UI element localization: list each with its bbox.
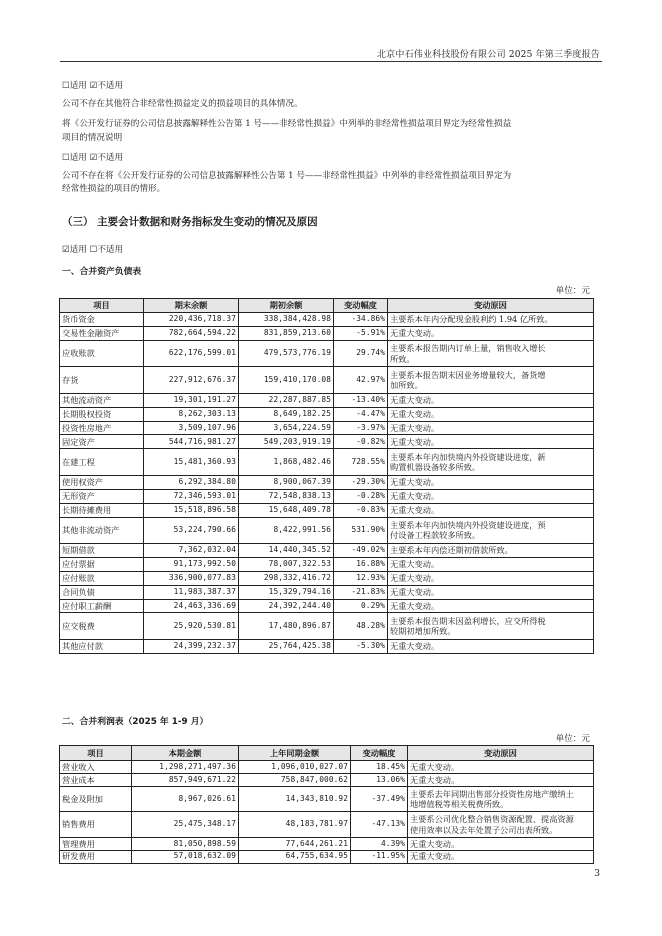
table-row (60, 367, 594, 394)
row-prior-amount: 831,859,213.60 (239, 326, 334, 340)
table-row (60, 837, 594, 850)
table-row (60, 786, 594, 812)
table-row (60, 585, 594, 599)
row-item: 投资性房地产 (60, 421, 144, 435)
reason-line: 无重大变动。 (390, 436, 440, 447)
table-row (60, 557, 594, 571)
row-current-amount: 782,664,594.22 (144, 326, 239, 340)
row-reason (388, 557, 594, 571)
row-change-rate: 531.90% (334, 517, 388, 544)
reason-line: 无重大变动。 (390, 573, 440, 584)
row-item: 其他应付款 (60, 639, 144, 653)
row-item: 其他非流动资产 (60, 517, 144, 544)
row-prior-amount: 1,096,010,027.07 (239, 761, 351, 774)
row-item: 合同负债 (60, 585, 144, 599)
row-change-rate: -11.95% (351, 850, 408, 863)
reason-line: 无重大变动。 (410, 774, 460, 785)
row-reason (388, 503, 594, 517)
table-row (60, 850, 594, 863)
row-item: 营业成本 (60, 773, 132, 786)
row-current-amount: 25,475,348.17 (132, 812, 239, 838)
row-current-amount: 336,900,077.83 (144, 571, 239, 585)
reason-line: 无重大变动。 (410, 851, 460, 862)
row-prior-amount: 15,648,409.78 (239, 503, 334, 517)
balance-sheet-title: 一、合并资产负债表 (62, 267, 142, 277)
row-change-rate: -5.91% (334, 326, 388, 340)
row-reason (388, 407, 594, 421)
row-reason (408, 837, 594, 850)
reason-line: 无重大变动。 (390, 641, 440, 652)
row-prior-amount: 22,287,887.85 (239, 393, 334, 407)
paragraph-line: 项目的情况说明 (62, 133, 123, 143)
table-row (60, 544, 594, 558)
row-prior-amount: 72,548,838.13 (239, 489, 334, 503)
row-current-amount: 7,362,032.04 (144, 544, 239, 558)
reason-line: 购置机器设备较多所致。 (390, 462, 481, 473)
row-item: 税金及附加 (60, 786, 132, 812)
row-reason (408, 761, 594, 774)
paragraph-line: 公司不存在将《公开发行证券的公司信息披露解释性公告第 1 号——非经常性损益》中列举的非经常性损益项目界定为 (62, 171, 512, 181)
row-prior-amount: 25,764,425.38 (239, 639, 334, 653)
row-reason (388, 449, 594, 476)
reason-line: 无重大变动。 (390, 600, 440, 611)
reason-line: 无重大变动。 (390, 559, 440, 570)
row-current-amount: 3,509,107.96 (144, 421, 239, 435)
row-reason (388, 475, 594, 489)
row-current-amount: 15,481,360.93 (144, 449, 239, 476)
row-current-amount: 857,949,671.22 (132, 773, 239, 786)
paragraph-line: 将《公开发行证券的公司信息披露解释性公告第 1 号——非经常性损益》中列举的非经常性损益项目界定为经常性损益 (62, 119, 512, 129)
row-change-rate: -34.86% (334, 313, 388, 327)
table-row (60, 503, 594, 517)
reason-line: 无重大变动。 (390, 408, 440, 419)
reason-line: 主要系本报告期末因业务增量较大，备货增 (390, 369, 546, 380)
row-reason (388, 639, 594, 653)
row-change-rate: 0.29% (334, 599, 388, 613)
row-prior-amount: 64,755,634.95 (239, 850, 351, 863)
row-current-amount: 11,983,387.37 (144, 585, 239, 599)
row-item: 交易性金融资产 (60, 326, 144, 340)
income-statement-table (59, 745, 594, 864)
row-current-amount: 1,298,271,497.36 (132, 761, 239, 774)
col-header: 变动幅度 (334, 299, 388, 313)
table-header-row (60, 299, 594, 313)
row-item: 短期借款 (60, 544, 144, 558)
row-change-rate: -21.83% (334, 585, 388, 599)
table-row (60, 449, 594, 476)
row-change-rate: -5.30% (334, 639, 388, 653)
row-current-amount: 15,518,896.58 (144, 503, 239, 517)
row-reason (388, 599, 594, 613)
row-prior-amount: 77,644,261.21 (239, 837, 351, 850)
reason-line: 无重大变动。 (390, 586, 440, 597)
row-reason (388, 313, 594, 327)
header-rule (60, 61, 602, 62)
row-change-rate: 48.28% (334, 613, 388, 640)
reason-line: 使用效率以及去年处置子公司出表所致。 (410, 824, 558, 835)
reason-line: 无重大变动。 (410, 838, 460, 849)
income-unit: 单位：元 (555, 734, 590, 744)
reason-line: 付设备工程款较多所致。 (390, 530, 481, 541)
row-item: 管理费用 (60, 837, 132, 850)
row-change-rate: -0.83% (334, 503, 388, 517)
row-change-rate: -0.28% (334, 489, 388, 503)
balance-unit: 单位：元 (555, 286, 590, 296)
table-row (60, 393, 594, 407)
table-row (60, 639, 594, 653)
table-row (60, 517, 594, 544)
row-current-amount: 53,224,790.66 (144, 517, 239, 544)
reason-line: 地增值税等相关税费所致。 (410, 799, 509, 810)
row-reason (388, 435, 594, 449)
row-change-rate: 728.55% (334, 449, 388, 476)
report-header-title: 北京中石伟业科技股份有限公司 2025 年第三季度报告 (376, 50, 600, 60)
row-prior-amount: 159,410,170.08 (239, 367, 334, 394)
col-header: 本期金额 (132, 746, 239, 761)
reason-line: 无重大变动。 (390, 477, 440, 488)
row-item: 应付账款 (60, 571, 144, 585)
row-item: 长期待摊费用 (60, 503, 144, 517)
row-item: 无形资产 (60, 489, 144, 503)
row-current-amount: 220,436,718.37 (144, 313, 239, 327)
row-current-amount: 24,463,336.69 (144, 599, 239, 613)
row-change-rate: -49.02% (334, 544, 388, 558)
row-current-amount: 544,716,981.27 (144, 435, 239, 449)
row-change-rate: 16.88% (334, 557, 388, 571)
row-prior-amount: 549,203,919.19 (239, 435, 334, 449)
row-reason (388, 613, 594, 640)
row-item: 应付职工薪酬 (60, 599, 144, 613)
row-reason (388, 367, 594, 394)
row-reason (388, 585, 594, 599)
row-item: 固定资产 (60, 435, 144, 449)
col-header: 变动幅度 (351, 746, 408, 761)
reason-line: 主要系本年内分配现金股利约 1.94 亿所致。 (390, 314, 553, 325)
row-current-amount: 24,399,232.37 (144, 639, 239, 653)
col-header: 变动原因 (408, 746, 594, 761)
row-change-rate: -47.13% (351, 812, 408, 838)
row-reason (388, 571, 594, 585)
reason-line: 主要系本报告期内订单上量，销售收入增长 (390, 343, 546, 354)
row-item: 销售费用 (60, 812, 132, 838)
row-current-amount: 622,176,599.01 (144, 340, 239, 367)
row-prior-amount: 14,440,345.52 (239, 544, 334, 558)
col-header: 上年同期金额 (239, 746, 351, 761)
reason-line: 无重大变动。 (390, 490, 440, 501)
row-current-amount: 57,018,632.09 (132, 850, 239, 863)
row-prior-amount: 3,654,224.59 (239, 421, 334, 435)
row-current-amount: 8,262,303.13 (144, 407, 239, 421)
row-item: 其他流动资产 (60, 393, 144, 407)
row-item: 货币资金 (60, 313, 144, 327)
table-row (60, 613, 594, 640)
table-row (60, 407, 594, 421)
row-reason (388, 544, 594, 558)
row-reason (388, 340, 594, 367)
row-change-rate: -3.97% (334, 421, 388, 435)
row-current-amount: 19,301,191.27 (144, 393, 239, 407)
row-change-rate: 12.93% (334, 571, 388, 585)
col-header: 项目 (60, 746, 132, 761)
income-statement-title: 二、合并利润表（2025 年 1-9 月） (62, 717, 209, 727)
reason-line: 主要系公司优化整合销售资源配置、提高资源 (410, 814, 574, 825)
row-item: 应交税费 (60, 613, 144, 640)
row-change-rate: 42.97% (334, 367, 388, 394)
reason-line: 主要系本年内偿还期初借款所致。 (390, 545, 513, 556)
table-row (60, 475, 594, 489)
row-change-rate: 13.06% (351, 773, 408, 786)
row-change-rate: 4.39% (351, 837, 408, 850)
reason-line: 加所致。 (390, 380, 423, 391)
row-current-amount: 81,050,898.59 (132, 837, 239, 850)
reason-line: 无重大变动。 (390, 328, 440, 339)
row-prior-amount: 8,900,067.39 (239, 475, 334, 489)
paragraph-line: 公司不存在其他符合非经常性损益定义的损益项目的具体情况。 (62, 99, 303, 109)
balance-sheet-table (59, 298, 594, 654)
row-item: 应收账款 (60, 340, 144, 367)
row-item: 研发费用 (60, 850, 132, 863)
row-current-amount: 91,173,992.50 (144, 557, 239, 571)
row-change-rate: 29.74% (334, 340, 388, 367)
row-reason (388, 489, 594, 503)
reason-line: 主要系本年内加快境内外投资建设进度，预 (390, 519, 546, 530)
table-row (60, 599, 594, 613)
table-row (60, 421, 594, 435)
row-item: 使用权资产 (60, 475, 144, 489)
row-prior-amount: 298,332,416.72 (239, 571, 334, 585)
reason-line: 主要系本年内加快境内外投资建设进度，新 (390, 451, 546, 462)
row-reason (388, 517, 594, 544)
row-prior-amount: 8,422,991.56 (239, 517, 334, 544)
reason-line: 无重大变动。 (390, 504, 440, 515)
row-reason (408, 773, 594, 786)
row-item: 长期股权投资 (60, 407, 144, 421)
row-prior-amount: 17,480,896.87 (239, 613, 334, 640)
row-prior-amount: 8,649,182.25 (239, 407, 334, 421)
table-row (60, 489, 594, 503)
page-number: 3 (594, 869, 600, 879)
row-prior-amount: 1,868,482.46 (239, 449, 334, 476)
row-reason (388, 393, 594, 407)
row-current-amount: 8,967,026.61 (132, 786, 239, 812)
row-prior-amount: 338,384,428.98 (239, 313, 334, 327)
table-row (60, 340, 594, 367)
row-reason (388, 421, 594, 435)
table-row (60, 435, 594, 449)
table-row (60, 326, 594, 340)
applicability-check-2: ☐适用 ☑不适用 (62, 153, 124, 163)
row-item: 营业收入 (60, 761, 132, 774)
applicability-check-3: ☑适用 ☐不适用 (62, 245, 124, 255)
applicability-check-1: ☐适用 ☑不适用 (62, 81, 124, 91)
reason-line: 无重大变动。 (390, 395, 440, 406)
row-change-rate: -4.47% (334, 407, 388, 421)
row-current-amount: 6,292,384.80 (144, 475, 239, 489)
col-header: 期末余额 (144, 299, 239, 313)
row-item: 应付票据 (60, 557, 144, 571)
row-prior-amount: 14,343,810.92 (239, 786, 351, 812)
paragraph-line: 经常性损益的项目的情形。 (62, 184, 166, 194)
row-current-amount: 227,912,676.37 (144, 367, 239, 394)
row-prior-amount: 15,329,794.16 (239, 585, 334, 599)
row-reason (408, 812, 594, 838)
row-prior-amount: 758,847,000.62 (239, 773, 351, 786)
col-header: 期初余额 (239, 299, 334, 313)
row-item: 在建工程 (60, 449, 144, 476)
reason-line: 无重大变动。 (410, 761, 460, 772)
col-header: 变动原因 (388, 299, 594, 313)
section-heading: （三） 主要会计数据和财务指标发生变动的情况及原因 (62, 216, 318, 228)
reason-line: 较期初增加所致。 (390, 626, 456, 637)
row-prior-amount: 479,573,776.19 (239, 340, 334, 367)
row-reason (388, 326, 594, 340)
row-change-rate: -0.82% (334, 435, 388, 449)
table-row (60, 773, 594, 786)
row-reason (408, 850, 594, 863)
row-prior-amount: 48,183,781.97 (239, 812, 351, 838)
table-header-row (60, 746, 594, 761)
reason-line: 主要系去年同期出售部分投资性房地产缴纳土 (410, 788, 574, 799)
row-reason (408, 786, 594, 812)
row-prior-amount: 78,007,322.53 (239, 557, 334, 571)
table-row (60, 812, 594, 838)
table-row (60, 761, 594, 774)
row-current-amount: 72,346,593.01 (144, 489, 239, 503)
row-change-rate: -37.49% (351, 786, 408, 812)
table-row (60, 313, 594, 327)
table-row (60, 571, 594, 585)
reason-line: 所致。 (390, 353, 415, 364)
row-change-rate: -13.40% (334, 393, 388, 407)
col-header: 项目 (60, 299, 144, 313)
row-prior-amount: 24,392,244.40 (239, 599, 334, 613)
row-item: 存货 (60, 367, 144, 394)
reason-line: 主要系本报告期末因盈利增长，应交所得税 (390, 615, 546, 626)
row-change-rate: 18.45% (351, 761, 408, 774)
row-current-amount: 25,920,530.81 (144, 613, 239, 640)
reason-line: 无重大变动。 (390, 422, 440, 433)
row-change-rate: -29.30% (334, 475, 388, 489)
